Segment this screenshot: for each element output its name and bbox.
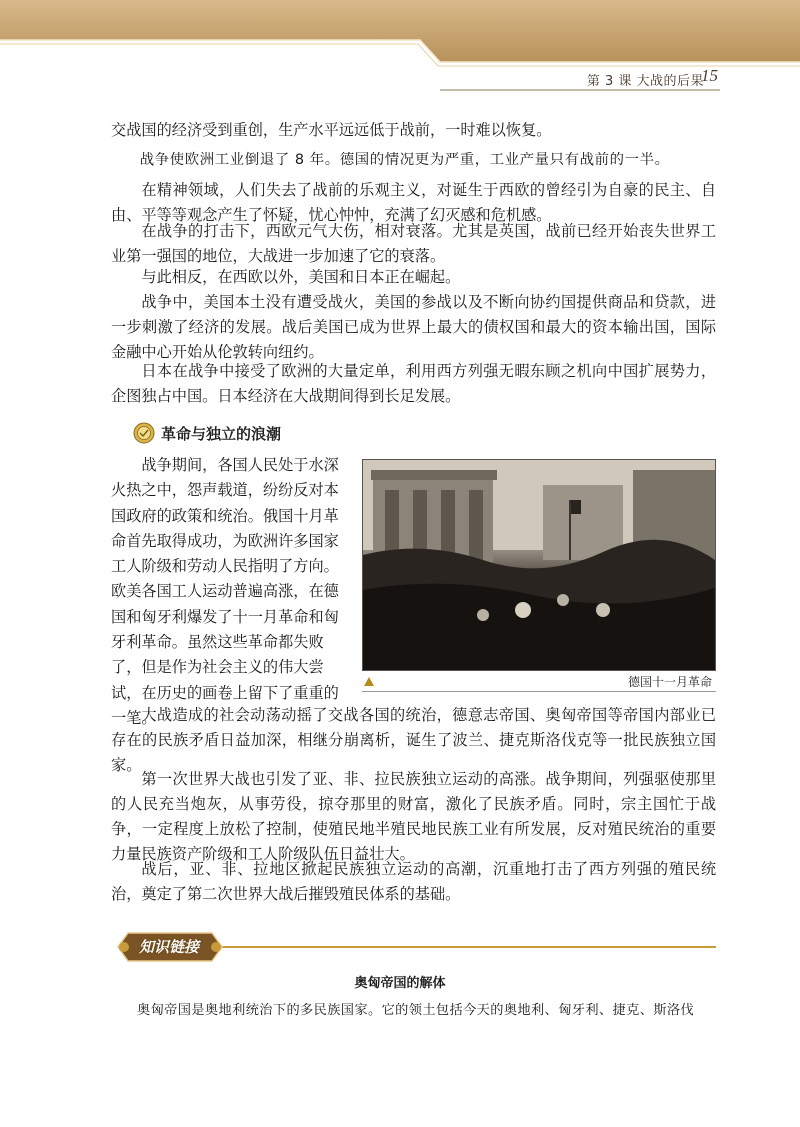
- photo-caption-bar: [362, 672, 716, 690]
- paragraph: 与此相反，在西欧以外，美国和日本正在崛起。: [141, 268, 461, 286]
- historical-photo: [362, 459, 716, 671]
- knowledge-link-title: 奥匈帝国的解体: [354, 976, 446, 991]
- paragraph: 战争中，美国本土没有遭受战火，美国的参战以及不断向协约国提供商品和贷款，进一步刺激了经济的发展。战后美国已成为世界上最大的债权国和最大的资本输出国，国际金融中心开始从伦敦转向纽约。: [111, 293, 716, 361]
- paragraph: 战后，亚、非、拉地区掀起民族独立运动的高潮，沉重地打击了西方列强的殖民统治，奠定了第二次世界大战后摧毁殖民体系的基础。: [111, 860, 716, 903]
- medal-icon: [133, 422, 155, 444]
- caption-divider: [362, 691, 716, 692]
- knowledge-link-label: 知识链接: [138, 938, 199, 956]
- paragraph: 交战国的经济受到重创，生产水平远远低于战前，一时难以恢复。: [111, 121, 552, 139]
- quoted-paragraph: 战争使欧洲工业倒退了 8 年。德国的情况更为严重，工业产量只有战前的一半。: [139, 152, 670, 168]
- section-heading: [133, 422, 281, 444]
- section-title: 革命与独立的浪潮: [161, 424, 282, 443]
- paragraph: 在精神领域，人们失去了战前的乐观主义，对诞生于西欧的曾经引为自豪的民主、自由、平等等观念产生了怀疑，忧心忡忡，充满了幻灭感和危机感。: [111, 181, 716, 224]
- section-intro-paragraph: 战争期间，各国人民处于水深火热之中，怨声载道，纷纷反对本国政府的政策和统治。俄国十月革命首先取得成功，为欧洲许多国家工人阶级和劳动人民指明了方向。欧美各国工人运动普遍高涨，在德国和匈牙利爆发了十一月革命和匈牙利革命。虽然这些革命都失败了，但是作为社会主义的伟大尝试，在历史的画卷上留下了重重的一笔。: [111, 456, 339, 727]
- page-number: 15: [701, 66, 718, 85]
- paragraph: 第一次世界大战也引发了亚、非、拉民族独立运动的高涨。战争期间，列强驱使那里的人民充当炮灰，从事劳役，掠夺那里的财富，激化了民族矛盾。同时，宗主国忙于战争，一定程度上放松了控制，使殖民地半殖民地民族工业有所发展，反对殖民统治的重要力量民族资产阶级和工人阶级队伍日益壮大。: [111, 770, 716, 863]
- photo-caption: 德国十一月革命: [627, 674, 712, 689]
- knowledge-link-banner: [110, 926, 716, 966]
- running-head: 第 3 课 大战的后果: [586, 74, 704, 89]
- paragraph: 在战争的打击下，西欧元气大伤，相对衰落。尤其是英国，战前已经开始丧失世界工业第一强国的地位，大战进一步加速了它的衰落。: [111, 222, 716, 265]
- triangle-marker-icon: [364, 677, 374, 686]
- paragraph: 大战造成的社会动荡动摇了交战各国的统治，德意志帝国、奥匈帝国等帝国内部业已存在的民族矛盾日益加深，相继分崩离析，诞生了波兰、捷克斯洛伐克等一批民族独立国家。: [111, 706, 716, 774]
- paragraph: 日本在战争中接受了欧洲的大量定单，利用西方列强无暇东顾之机向中国扩展势力，企图独占中国。日本经济在大战期间得到长足发展。: [111, 362, 716, 405]
- banner-rule: [210, 946, 716, 948]
- knowledge-link-body: 奥匈帝国是奥地利统治下的多民族国家。它的领土包括今天的奥地利、匈牙利、捷克、斯洛伐: [137, 1003, 695, 1018]
